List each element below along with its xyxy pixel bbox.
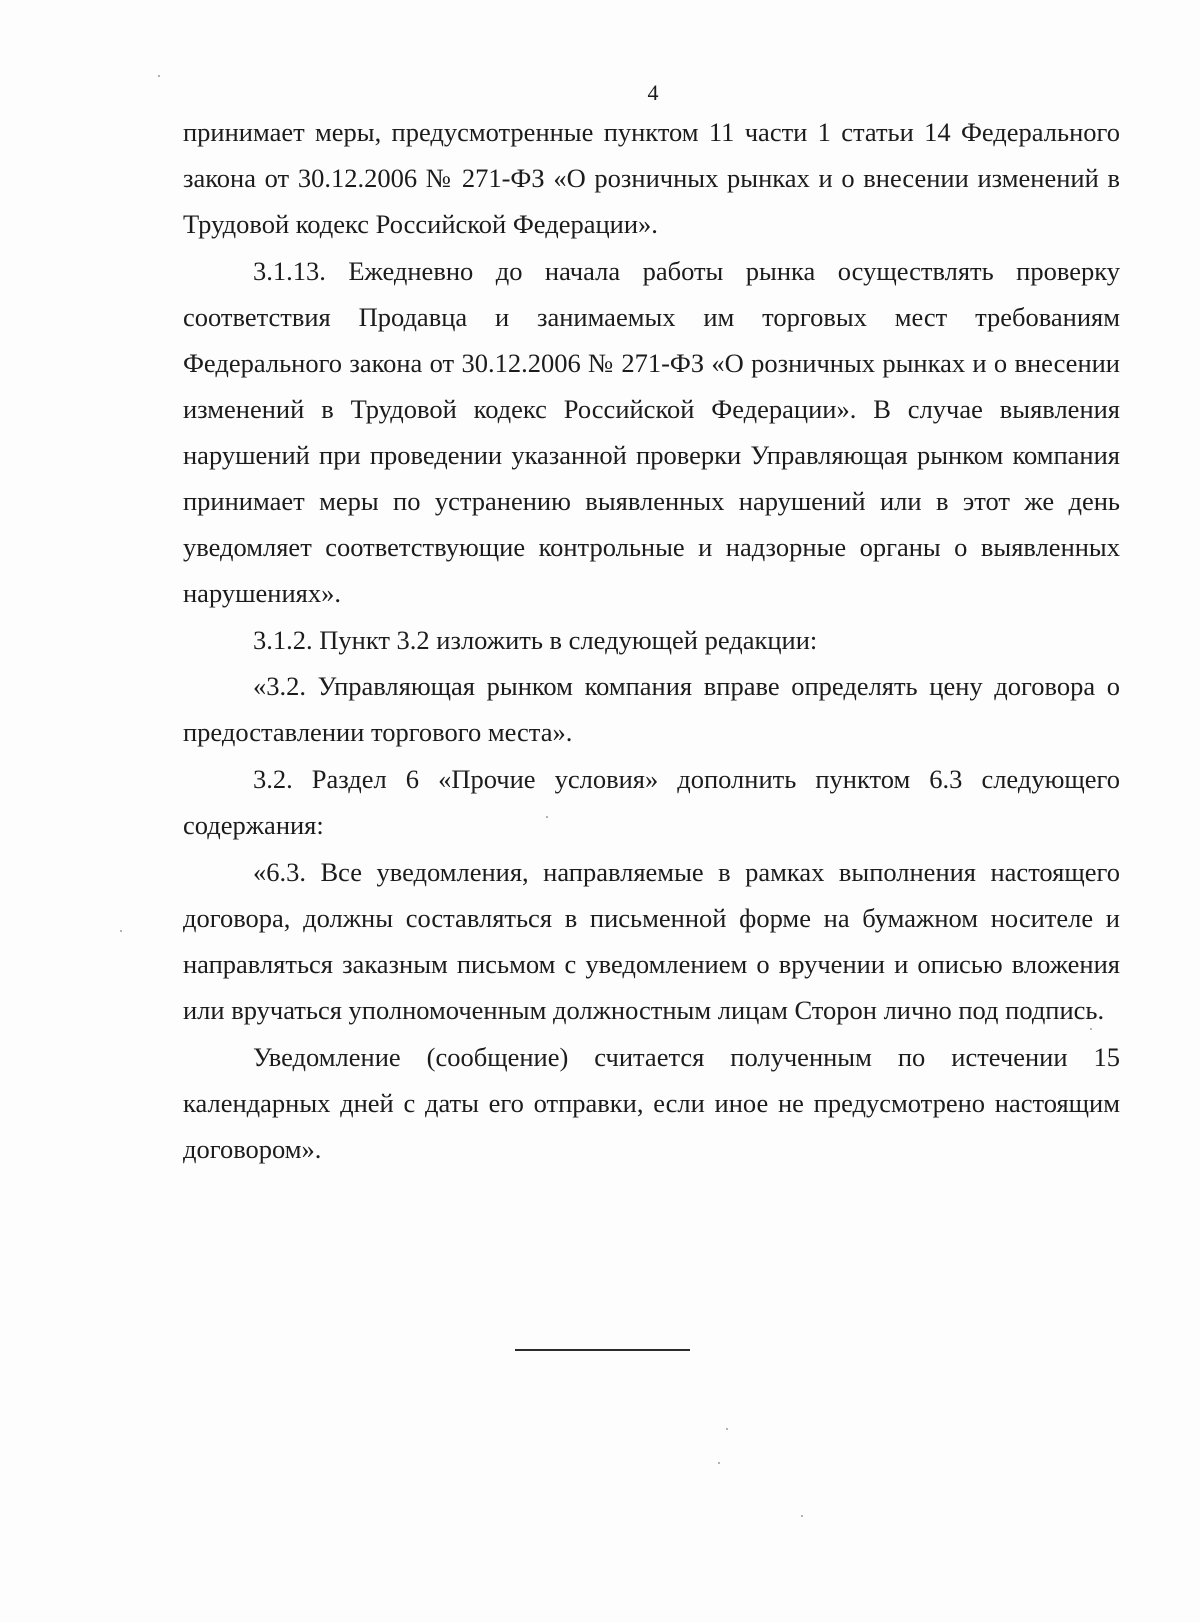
scan-speck <box>726 1428 728 1430</box>
paragraph-3-2-quote: «3.2. Управляющая рынком компания вправе определять цену договора о предоставлении торгового места». <box>183 671 1120 747</box>
paragraph-3-1-2: 3.1.2. Пункт 3.2 изложить в следующей редакции: <box>253 625 818 655</box>
paragraph-notification: Уведомление (сообщение) считается полученным по истечении 15 календарных дней с даты его отправки, если иное не предусмотрено настоящим договором». <box>183 1042 1120 1164</box>
paragraph-continuation: принимает меры, предусмотренные пунктом 11 части 1 статьи 14 Федерального закона от 30.12.2006 № 271-ФЗ «О розничных рынках и о внесении изменений в Трудовой кодекс Российской Федерации». <box>183 117 1120 239</box>
paragraph-6-3-quote: «6.3. Все уведомления, направляемые в рамках выполнения настоящего договора, должны составляться в письменной форме на бумажном носителе и направляться заказным письмом с уведомлением о вручении и описью вложения или вручаться уполномоченным должностным лицам Сторон лично под подпись. <box>183 857 1120 1025</box>
closing-separator-line <box>515 1349 690 1351</box>
paragraph-3-1-13: 3.1.13. Ежедневно до начала работы рынка осуществлять проверку соответствия Продавца и занимаемых им торговых мест требованиям Федерального закона от 30.12.2006 № 271-ФЗ «О розничных рынках и о внесении изменений в Трудовой кодекс Российской Федерации». В случае выявления нарушений при проведении указанной проверки Управляющая рынком компания принимает меры по устранению выявленных нарушений или в этот же день уведомляет соответствующие контрольные и надзорные органы о выявленных нарушениях». <box>183 256 1120 608</box>
scan-speck <box>120 930 122 932</box>
scan-speck <box>158 75 160 77</box>
page-number: 4 <box>647 80 659 105</box>
document-body <box>183 109 1120 1172</box>
paragraph-3-2: 3.2. Раздел 6 «Прочие условия» дополнить пунктом 6.3 следующего содержания: <box>183 764 1120 840</box>
scan-speck <box>1090 1028 1092 1030</box>
scan-speck <box>546 816 548 818</box>
scan-speck <box>801 1515 803 1517</box>
scan-speck <box>718 1462 720 1464</box>
